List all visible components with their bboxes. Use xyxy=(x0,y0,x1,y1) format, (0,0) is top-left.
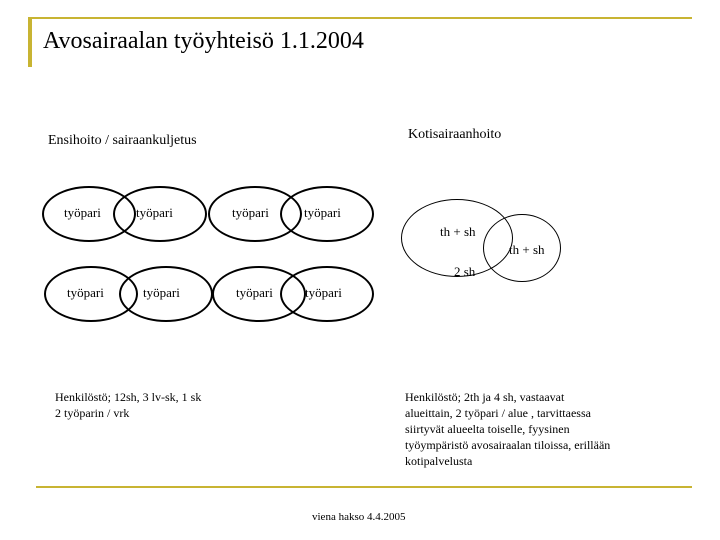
home-care-staff-line-2: alueittain, 2 työpari / alue , tarvittaessa xyxy=(405,406,591,420)
pair-label-bottom-4: työpari xyxy=(305,285,342,300)
home-care-staff-line-3: siirtyvät alueelta toiselle, fyysinen xyxy=(405,422,570,436)
emergency-staff-line-2: 2 työparin / vrk xyxy=(55,406,130,420)
pair-label-bottom-2: työpari xyxy=(143,285,180,300)
home-care-staff-line-1: Henkilöstö; 2th ja 4 sh, vastaavat xyxy=(405,390,565,404)
pair-label-top-1: työpari xyxy=(64,205,101,220)
pair-label-bottom-1: työpari xyxy=(67,285,104,300)
emergency-staff-line-1: Henkilöstö; 12sh, 3 lv-sk, 1 sk xyxy=(55,390,202,404)
footer-author-date: viena hakso 4.4.2005 xyxy=(312,511,406,523)
team-label-2: th + sh xyxy=(509,242,545,257)
pair-label-top-4: työpari xyxy=(304,205,341,220)
footer-rule xyxy=(36,486,692,488)
emergency-care-heading: Ensihoito / sairaankuljetus xyxy=(48,133,197,148)
home-care-staff-line-4: työympäristö avosairaalan tiloissa, erillään xyxy=(405,438,611,452)
team-label-3: 2 sh xyxy=(454,264,476,279)
pair-label-top-2: työpari xyxy=(136,205,173,220)
pair-label-top-3: työpari xyxy=(232,205,269,220)
page-title: Avosairaalan työyhteisö 1.1.2004 xyxy=(43,28,364,54)
pair-label-bottom-3: työpari xyxy=(236,285,273,300)
home-care-staff-line-5: kotipalvelusta xyxy=(405,454,473,468)
team-label-1: th + sh xyxy=(440,224,476,239)
home-care-heading: Kotisairaanhoito xyxy=(408,127,502,142)
title-top-rule xyxy=(28,17,692,19)
title-left-rule xyxy=(28,18,32,67)
